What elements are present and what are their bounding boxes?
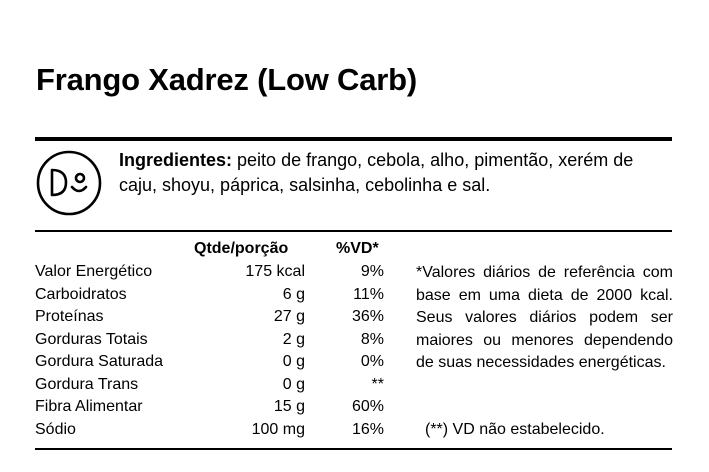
nutrient-vd: 0%	[360, 353, 384, 370]
page-title: Frango Xadrez (Low Carb)	[36, 62, 418, 97]
dg-smile-logo-icon	[36, 150, 102, 216]
daily-values-note: *Valores diários de referência com base em uma dieta de 2000 kcal. Seus valores diários podem ser maiores ou menores dependendo de suas necessidades energéticas.	[416, 264, 673, 371]
ingredients-text	[119, 148, 659, 198]
qty-column-header: Qtde/porção	[194, 240, 289, 257]
nutrient-qty: 2 g	[282, 330, 305, 348]
ingredients-label: Ingredientes:	[119, 150, 233, 170]
top-rule	[35, 137, 672, 141]
nutrient-vd: 16%	[351, 420, 384, 438]
nutrient-vd: 8%	[360, 330, 384, 348]
nutrient-name: Gordura Saturada	[35, 353, 164, 370]
bottom-rule	[35, 448, 672, 450]
not-established-note: (**) VD não estabelecido.	[425, 421, 605, 438]
nutrient-name: Carboidratos	[35, 285, 127, 303]
nutrient-qty: 100 mg	[251, 420, 305, 438]
nutrient-vd: 36%	[351, 308, 384, 325]
nutrient-qty: 0 g	[282, 353, 305, 370]
nutrient-vd: 9%	[360, 263, 384, 280]
nutrient-qty: 15 g	[273, 398, 305, 415]
nutrient-vd: 60%	[351, 398, 384, 415]
nutrient-name: Fibra Alimentar	[35, 398, 143, 415]
nutrient-vd: **	[371, 375, 384, 393]
nutrient-name: Proteínas	[35, 308, 104, 325]
middle-rule	[35, 230, 672, 232]
nutrient-name: Valor Energético	[35, 263, 153, 280]
nutrient-qty: 0 g	[282, 375, 305, 393]
nutrient-qty: 175 kcal	[245, 263, 305, 280]
nutrient-name: Sódio	[35, 420, 76, 438]
nutrient-vd: 11%	[353, 285, 384, 303]
table-row	[0, 376, 709, 398]
table-row	[0, 398, 709, 420]
nutrient-qty: 6 g	[282, 285, 305, 303]
nutrient-name: Gorduras Totais	[35, 330, 148, 348]
nutrient-name: Gordura Trans	[35, 375, 139, 393]
vd-column-header: %VD*	[336, 240, 379, 257]
ingredients-list: peito de frango, cebola, alho, pimentão, xerém de caju, shoyu, páprica, salsinha, cebolinha e sal.	[119, 150, 634, 195]
nutrient-qty: 27 g	[273, 308, 305, 325]
